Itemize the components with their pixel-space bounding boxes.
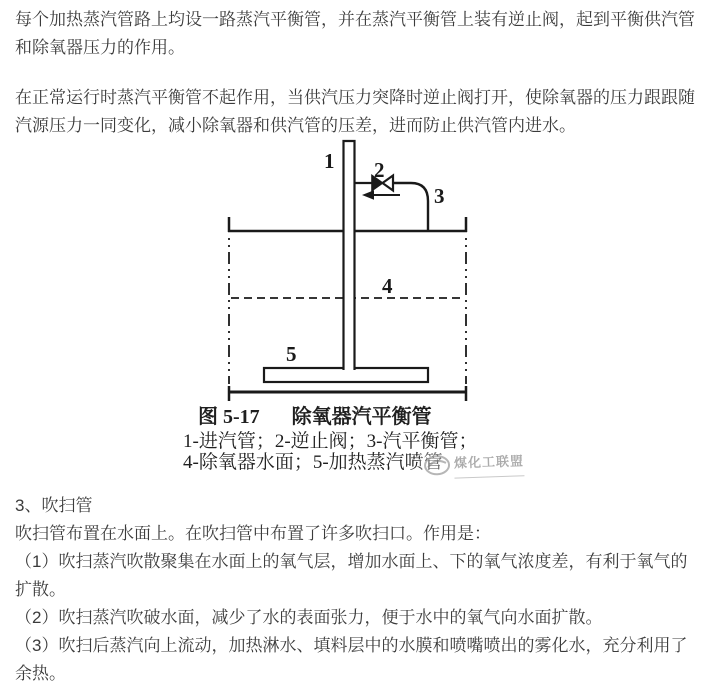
list-item-3: （3）吹扫后蒸汽向上流动，加热淋水、填料层中的水膜和喷嘴喷出的雾化水，充分利用了余热。 [15, 636, 688, 683]
figure-caption-number: 图 5-17 [198, 406, 260, 428]
part-label-4: 4 [382, 274, 393, 298]
section-intro: 吹扫管布置在水面上。在吹扫管中布置了许多吹扫口。作用是： [15, 524, 491, 543]
flow-arrow-head [362, 190, 374, 200]
watermark [419, 446, 526, 481]
figure-caption-title: 除氧器汽平衡管 [291, 406, 432, 428]
blow-pipe-section [0, 492, 718, 688]
part-label-2: 2 [374, 158, 385, 182]
list-item-1: （1）吹扫蒸汽吹散聚集在水面上的氧气层，增加水面上、下的氧气浓度差，有利于氧气的扩散。 [15, 552, 688, 599]
part-label-1: 1 [324, 149, 335, 173]
part-label-3: 3 [434, 184, 445, 208]
figure-legend-line2: 4-除氧器水面；5-加热蒸汽喷管 [183, 452, 443, 473]
figure-legend-line1: 1-进汽管；2-逆止阀；3-汽平衡管； [183, 431, 478, 452]
paragraph-steam-balance-pipe: 每个加热蒸汽管路上均设一路蒸汽平衡管，并在蒸汽平衡管上装有逆止阀，起到平衡供汽管和除氧器压力的作用。 [15, 10, 695, 57]
deaerator-steam-balance-diagram [215, 136, 555, 404]
figure-caption [198, 406, 432, 428]
watermark-text: 煤化工联盟 [454, 447, 525, 478]
figure-5-17-area [0, 140, 718, 486]
intro-text-block [0, 0, 718, 140]
heating-steam-header [264, 368, 428, 382]
steam-balance-pipe [393, 183, 428, 230]
part-label-5: 5 [286, 342, 297, 366]
section-heading: 3、吹扫管 [15, 496, 93, 515]
paragraph-normal-operation: 在正常运行时蒸汽平衡管不起作用，当供汽压力突降时逆止阀打开，使除氧器的压力跟跟随汽源压力一同变化，减小除氧器和供汽管的压差，进而防止供汽管内进水。 [15, 88, 695, 135]
inlet-steam-pipe [344, 141, 355, 370]
list-item-2: （2）吹扫蒸汽吹破水面，减少了水的表面张力，便于水中的氧气向水面扩散。 [15, 608, 603, 627]
watermark-logo-icon [422, 452, 453, 477]
